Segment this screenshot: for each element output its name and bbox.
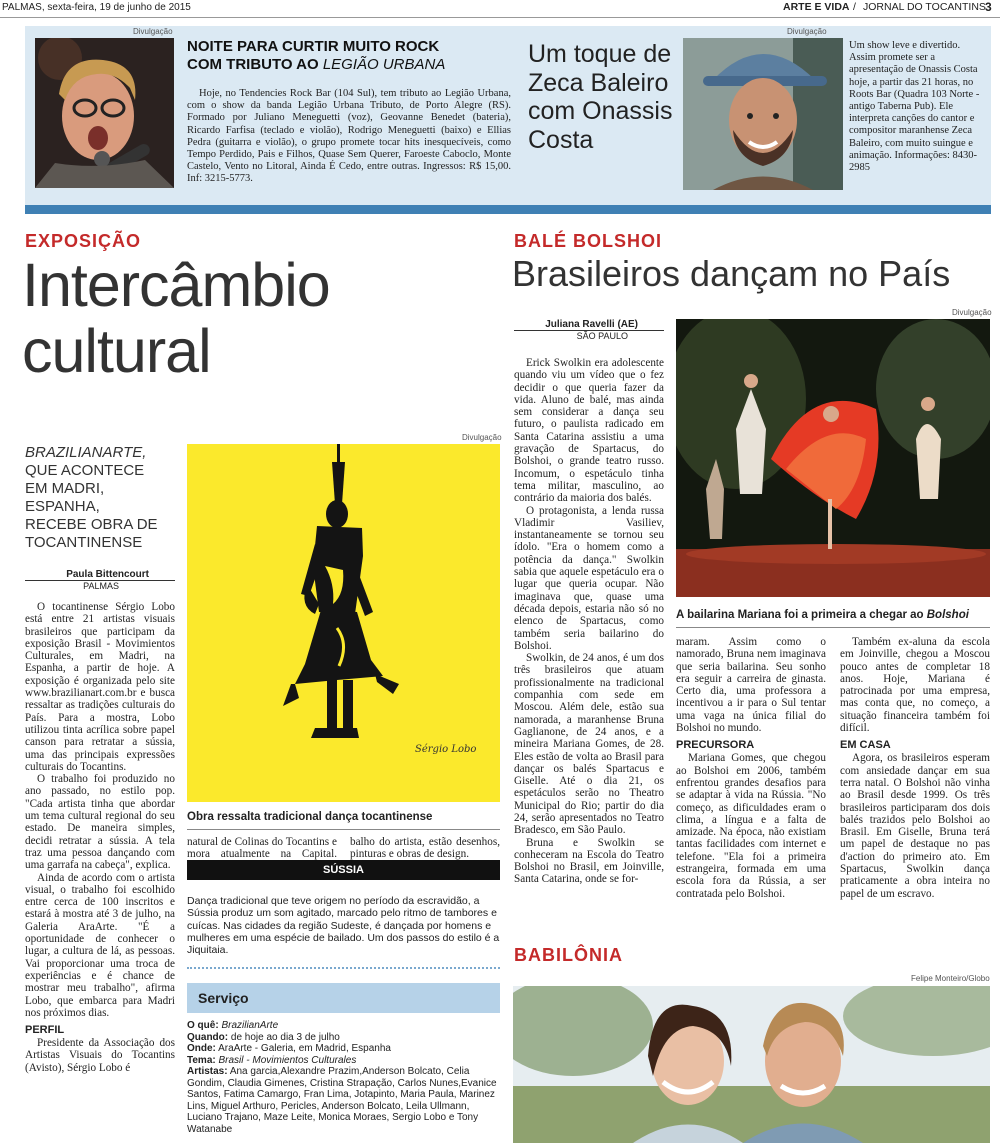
sussia-box-body: Dança tradicional que teve origem no período da escravidão, a Sússia produz um som agitado, marcado pelo ritmo de tambores e cuícas. Nas cidades da região Sudeste, é dançada por homens e mulheres em uma espécie de bailado. Um dos passos do estilo é a Jiquitaia.	[187, 895, 500, 957]
servico-value: BrazilianArte	[221, 1020, 279, 1031]
exposicao-col2: natural de Colinas do Tocantins e mora atualmente na Capital.	[187, 836, 337, 861]
exposicao-col3: balho do artista, estão desenhos, pinturas e obras de design.	[350, 836, 500, 861]
bolshoi-author: Juliana Ravelli (AE)	[514, 319, 664, 331]
exposicao-paragraph: O trabalho foi produzido no ano passado, no estilo pop. "Cada artista tinha que abordar um tema cultural regional do seu estado. De maneira simples, decidi retratar a sússia. A tela traz uma pessoa dançando com uma garrafa na cabeça", explica.	[25, 773, 175, 872]
bolshoi-paragraph: Mariana Gomes, que chegou ao Bolshoi em 2006, também enfrentou grandes desafios para se adaptar à vida na Rússia. "No começo, as dificuldades eram o clima, a língua e a falta de amizade. Na época, não existiam tantas facilidades com internet e telefone. "Ela foi a primeira estrangeira, formada em uma escola fora da Rússia, a ser contratada pelo Bolshoi.	[676, 752, 826, 900]
servico-header: Serviço	[187, 983, 500, 1013]
rock-singer-photo	[35, 38, 174, 188]
zeca-photo-credit: Divulgação	[787, 27, 827, 36]
header-separator: /	[853, 1, 856, 13]
servico-value: AraArte - Galeria, em Madrid, Espanha	[218, 1043, 391, 1054]
page-header	[0, 0, 1000, 18]
bolshoi-paragraph: Erick Swolkin era adolescente quando viu um vídeo que o fez decidir o que queria fazer da vida. Aluno de balé, mas ainda sem considerar a dança seu futuro, o paulista radicado em Santa Catarina assistiu a uma gravação de Spartacus, do Bolshoi, o grande teatro russo. Incomum, o espetáculo tinha tema militar, masculino, ao contrário da maioria dos balés.	[514, 357, 664, 505]
servico-value: de hoje ao dia 3 de julho	[230, 1031, 340, 1043]
ballet-caption	[676, 609, 969, 621]
rock-body: Hoje, no Tendencies Rock Bar (104 Sul), tem tributo ao Legião Urbana, com o show da banda Legião Urbana Tributo, de Porto Alegre (RS). Formado por Juliano Meneguetti (voz), Geovanne Benedet (bateria), Ricardo Farfisa (teclado e violão), Rodrigo Meneguetti (baixo) e Ellias Pedra (guitarra e violão), o grupo promete tocar hits inesquecíveis, como Tempo Perdido, Pais e Filhos, Quase Sem Querer, Faroeste Caboclo, Monte Castelo, Vento no Litoral, Ainda É Cedo, entre outras. Ingressos: R$ 15,00. Inf: 3215-5773.	[187, 88, 511, 185]
exposicao-paragraph: O tocantinense Sérgio Lobo está entre 21 artistas visuais brasileiros que participam da exposição Brasil - Movimientos Culturales, em Madri, na Espanha, a partir de hoje. A exposição é organizada pelo site www.brazilianart.com.br e busca ressaltar as tradições culturais do País. Para a mostra, Lobo utilizou tinta acrílica sobre papel canson para retratar a sússia, uma das principais expressões culturais do Tocantins.	[25, 601, 175, 773]
rock-title-line1: NOITE PARA CURTIR MUITO ROCK	[187, 38, 440, 55]
exposicao-author: Paula Bittencourt	[25, 569, 175, 581]
susia-painting	[187, 444, 500, 802]
servico-item-oque	[187, 1020, 500, 1032]
servico-item-quando	[187, 1032, 500, 1044]
servico-label: Artistas:	[187, 1066, 228, 1077]
sussia-box-title: SÚSSIA	[187, 860, 500, 880]
header-section: ARTE E VIDA	[783, 1, 850, 13]
exposicao-headline	[22, 252, 330, 384]
header-paper: JORNAL DO TOCANTINS	[863, 1, 986, 13]
page-number: 3	[985, 0, 992, 14]
babilonia-label: BABILÔNIA	[514, 945, 623, 965]
exposicao-paragraph: Presidente da Associação dos Artistas Visuais do Tocantins (Avisto), Sérgio Lobo é	[25, 1037, 175, 1074]
zeca-title-line2: Zeca Baleiro	[528, 68, 669, 97]
servico-label: Quando:	[187, 1031, 229, 1043]
exposicao-headline-line1: Intercâmbio	[22, 251, 330, 319]
exposicao-col1	[25, 601, 175, 1074]
em-casa-subhead: EM CASA	[840, 739, 891, 752]
ballet-photo-credit: Divulgação	[952, 308, 992, 317]
servico-item-onde	[187, 1043, 500, 1055]
ballet-caption-text: A bailarina Mariana foi a primeira a chegar ao	[676, 609, 927, 621]
ballet-caption-rule	[676, 627, 990, 628]
bolshoi-place: SÃO PAULO	[576, 331, 628, 341]
ballet-caption-em: Bolshoi	[926, 609, 969, 621]
rock-title	[187, 38, 445, 74]
servico-divider	[187, 967, 500, 969]
precursora-subhead: PRECURSORA	[676, 739, 755, 752]
ballet-photo	[676, 319, 990, 597]
zeca-title-line3: com Onassis	[528, 97, 673, 125]
zeca-title-line4: Costa	[528, 125, 594, 154]
bolshoi-paragraph: Swolkin, de 24 anos, é um dos três brasileiros que atuam profissionalmente na tradicional companhia com sede em Moscou. Além dele, estão sua namorada, a maranhense Bruna Gaglianone, de 24 anos, e a mineira Mariana Gomes, de 28. Eles estão de volta ao Brasil para dançar os balés Spartacus e Giselle. Até o dia 21, os espetáculos serão no Theatro Municipal do Rio; partir do dia 24, serão apresentados no Teatro Bradesco, em São Paulo.	[514, 652, 664, 837]
top-banner	[25, 26, 991, 214]
zeca-singer-photo	[683, 38, 843, 190]
bolshoi-label: BALÉ BOLSHOI	[514, 231, 663, 251]
exposicao-label: EXPOSIÇÃO	[25, 231, 142, 251]
servico-item-artistas	[187, 1066, 500, 1135]
servico-value: Ana garcia,Alexandre Prazim,Anderson Bolcato, Celia Gondim, Claudia Gimenes, Cristina Strapação, Carlos Nunes,Evanice Santos, Fatima Camargo, Fran Lima, Jotapinto, Maria Paula, Marinez Lins, Miguel Arthuro, Pericles, Anderson Bolcato, Leila Ullmann, Luciano Trajano, Maze Leite, Monica Moraes, Sergio Lobo e Tony Watanabe	[187, 1066, 497, 1135]
perfil-subhead: PERFIL	[25, 1024, 65, 1037]
bolshoi-col2	[676, 636, 826, 900]
deck-line4: ESPANHA,	[25, 498, 100, 515]
exposicao-place: PALMAS	[83, 581, 119, 591]
bolshoi-paragraph: O protagonista, a lenda russa Vladimir Vasiliev, instantaneamente se tornou seu ídolo. "Era o homem como a potência da dança." Swolkin sabia que aquele espetáculo era o lugar que queria ocupar. Não imaginava que, quase uma década depois, estaria não só no elenco de Spartacus, como também seria bailarino do Bolshoi.	[514, 504, 664, 652]
servico-item-tema	[187, 1055, 500, 1067]
deck-line5: RECEBE OBRA DE	[25, 516, 158, 533]
babilonia-photo	[513, 986, 990, 1143]
zeca-title	[528, 40, 672, 154]
servico-label: Tema:	[187, 1054, 216, 1066]
caption-rule	[187, 829, 500, 830]
deck-line2: QUE ACONTECE	[25, 462, 145, 479]
bolshoi-paragraph: maram. Assim como o namorado, Bruna nem imaginava que seria bailarina. Seu sonho era seguir a carreira de ginasta. Certo dia, uma professora a incentivou a ir para o Sul tentar uma vaga na única filial do Bolshoi no mundo.	[676, 636, 826, 735]
rock-title-band: LEGIÃO URBANA	[322, 56, 446, 73]
servico-label: Onde:	[187, 1043, 216, 1054]
exposicao-deck	[25, 444, 175, 552]
bolshoi-byline	[514, 319, 664, 341]
deck-line3: EM MADRI,	[25, 480, 105, 497]
header-dateline: PALMAS, sexta-feira, 19 de junho de 2015	[2, 2, 191, 13]
exposicao-headline-line2: cultural	[22, 317, 211, 385]
deck-line1: BRAZILIANARTE,	[25, 444, 147, 461]
rock-title-prefix: COM TRIBUTO AO	[187, 56, 323, 73]
painting-photo-credit: Divulgação	[462, 433, 502, 442]
bolshoi-paragraph: Também ex-aluna da escola em Joinville, chegou a Moscou pouco antes de completar 18 anos. Hoje, Mariana é patrocinada por uma empresa, mas conta que, no começo, a situação financeira também foi difícil.	[840, 636, 990, 735]
bolshoi-headline: Brasileiros dançam no País	[512, 253, 951, 294]
exposicao-byline	[25, 569, 175, 591]
bolshoi-paragraph: Agora, os brasileiros esperam com ansiedade dançar em sua terra natal. O Bolshoi não vinha ao Brasil desde 1999. Os três brasileiros participaram dos dois balés trazidos pelo Bolshoi ao Brasil. Em Giselle, Bruna terá um papel de destaque no pas d'action do primeiro ato. Em Spartacus, Swolkin dança praticamente a obra inteira no papel de um escravo.	[840, 752, 990, 900]
servico-label: O quê:	[187, 1020, 219, 1031]
exposicao-paragraph: Ainda de acordo com o artista visual, o trabalho foi escolhido entre cerca de 100 inscritos e estará à mostra até 3 de julho, na Galeria AraArte. "É a oportunidade de conhecer o lugar, a cultura de lá, as pessoas. Vai proporcionar uma troca de experiências e é chance de mostrar meu trabalho", afirma Lobo, que embarca para Madri nos próximos dias.	[25, 871, 175, 1019]
zeca-body: Um show leve e divertido. Assim promete ser a apresentação de Onassis Costa hoje, a partir das 21 horas, no Roots Bar (Quadra 103 Norte - antigo Taberna Pub). Ele interpreta canções do cantor e compositor maranhense Zeca Baleiro, com muito suingue e animação. Informações: 8430-2985	[849, 40, 980, 174]
bolshoi-paragraph: Bruna e Swolkin se conheceram na Escola do Teatro Bolshoi no Brasil, em Joinville, Santa Catarina, onde se for-	[514, 836, 664, 886]
bolshoi-col3	[840, 636, 990, 900]
rock-photo-credit: Divulgação	[133, 27, 173, 36]
servico-list	[187, 1020, 500, 1135]
bolshoi-col1	[514, 357, 664, 886]
babilonia-photo-credit: Felipe Monteiro/Globo	[911, 974, 990, 983]
painting-caption: Obra ressalta tradicional dança tocantinense	[187, 811, 433, 823]
zeca-title-line1: Um toque de	[528, 40, 672, 68]
painting-signature: Sérgio Lobo	[415, 744, 477, 755]
servico-value: Brasil - Movimientos Culturales	[218, 1054, 357, 1066]
deck-line6: TOCANTINENSE	[25, 534, 143, 551]
rock-title-line2	[187, 56, 445, 74]
